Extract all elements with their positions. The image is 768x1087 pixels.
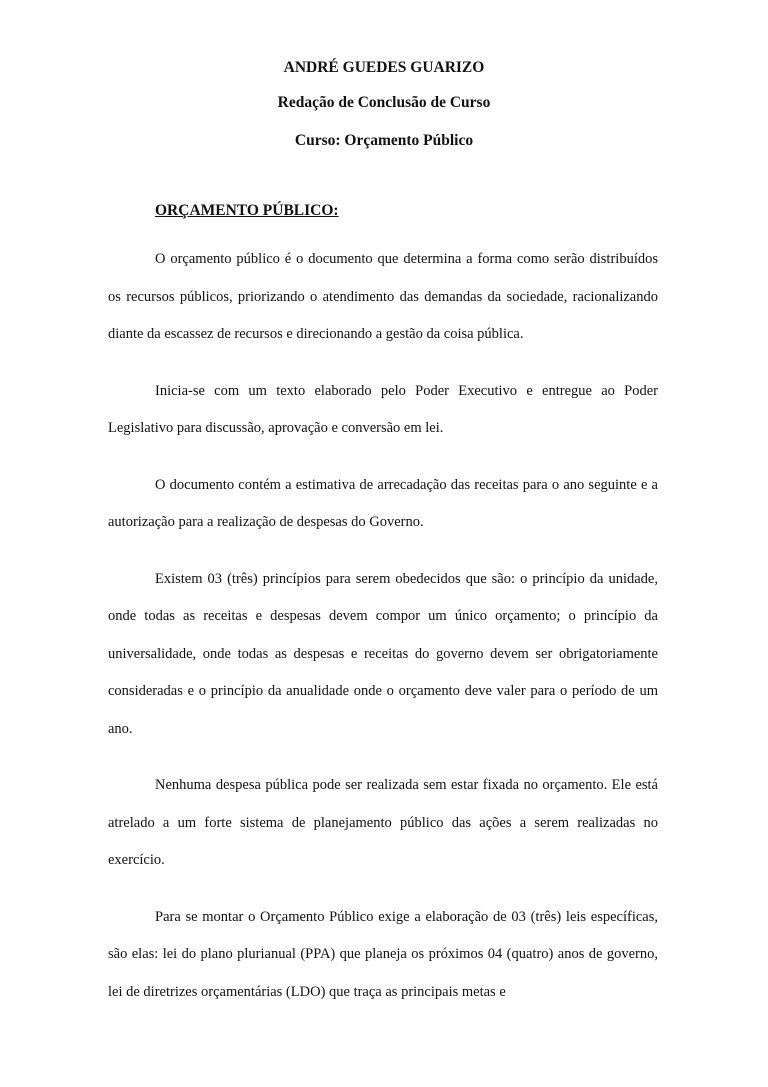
course-title: Curso: Orçamento Público — [294, 132, 474, 149]
document-body — [108, 241, 658, 1030]
section-heading: ORÇAMENTO PÚBLICO: — [155, 202, 339, 219]
paragraph-1: O orçamento público é o documento que determina a forma como serão distribuídos os recursos públicos, priorizando o atendimento das demandas da sociedade, racionalizando diante da escassez de recursos e direcionando a gestão da coisa pública. — [108, 251, 658, 342]
author-name: ANDRÉ GUEDES GUARIZO — [283, 59, 485, 76]
document-subtitle: Redação de Conclusão de Curso — [277, 94, 491, 111]
paragraph-5: Nenhuma despesa pública pode ser realizada sem estar fixada no orçamento. Ele está atrelado a um forte sistema de planejamento público das ações a serem realizadas no exercício. — [108, 777, 658, 868]
paragraph-4: Existem 03 (três) princípios para serem obedecidos que são: o princípio da unidade, onde todas as receitas e despesas devem compor um único orçamento; o princípio da universalidade, onde todas as despesas e receitas do governo devem ser obrigatoriamente consideradas e o princípio da anualidade onde o orçamento deve valer para o período de um ano. — [108, 570, 658, 737]
paragraph-6: Para se montar o Orçamento Público exige a elaboração de 03 (três) leis específicas, são elas: lei do plano plurianual (PPA) que planeja os próximos 04 (quatro) anos de governo, lei de diretrizes orçamentárias (LDO) que traça as principais metas e — [108, 908, 658, 1000]
paragraph-3: O documento contém a estimativa de arrecadação das receitas para o ano seguinte e a autorização para a realização de despesas do Governo. — [108, 476, 658, 530]
paragraph-2: Inicia-se com um texto elaborado pelo Poder Executivo e entregue ao Poder Legislativo para discussão, aprovação e conversão em lei. — [108, 382, 658, 436]
